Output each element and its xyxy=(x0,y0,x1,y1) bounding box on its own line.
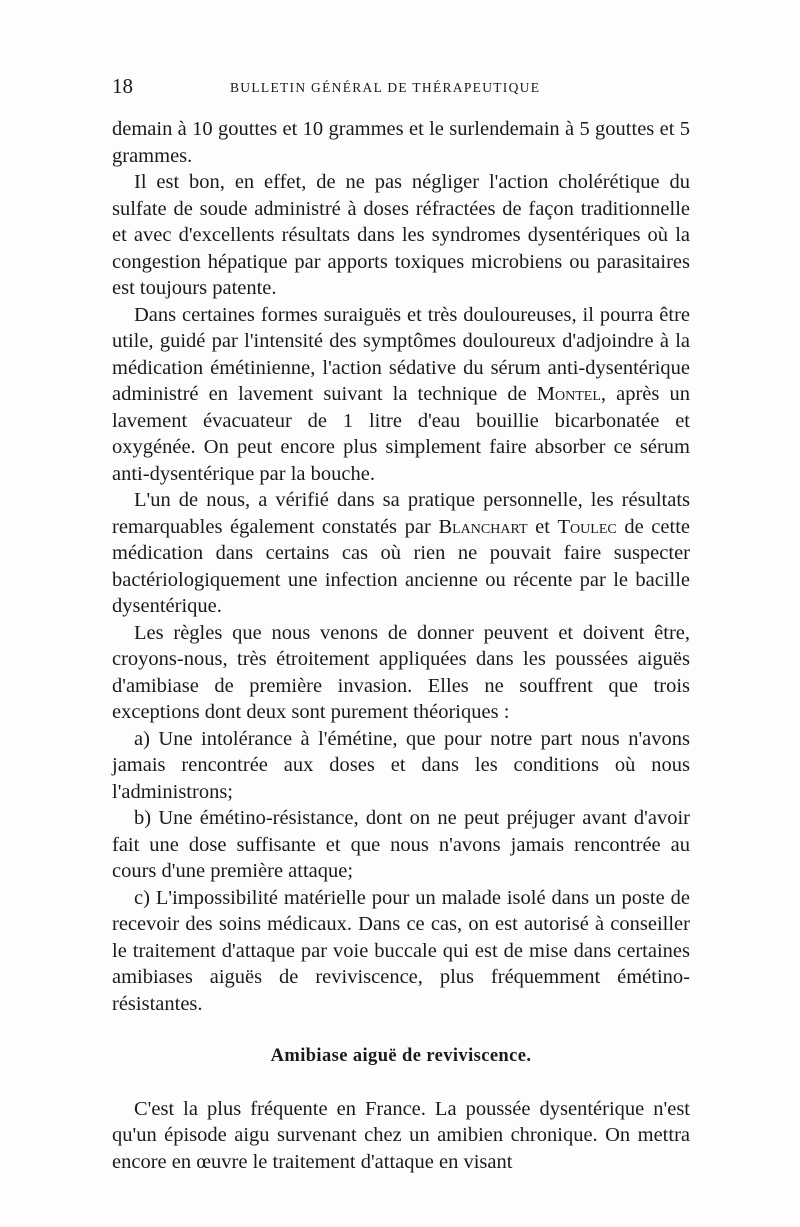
paragraph-text: et xyxy=(527,515,558,538)
exception-item-a: a) Une intolérance à l'émétine, que pour notre part nous n'avons jamais rencontrée aux doses et dans les conditions où nous l'administrons; xyxy=(112,727,690,803)
paragraph-text: L'un de nous, a vérifié dans sa pratique personnelle, les résultats remarquables également constatés par xyxy=(112,489,690,538)
page-body xyxy=(112,116,690,1175)
paragraph-rules: Les règles que nous venons de donner peuvent et doivent être, croyons-nous, très étroitement appliquées dans les poussées aiguës d'amibiase de première invasion. Elles ne souffrent que trois exceptions dont deux sont purement théoriques : xyxy=(112,621,690,723)
paragraph-reviviscence: C'est la plus fréquente en France. La poussée dysentérique n'est qu'un épisode aigu survenant chez un amibien chronique. On mettra encore en œuvre le traitement d'attaque en visant xyxy=(112,1097,690,1173)
paragraph-serum xyxy=(112,302,690,488)
page-header xyxy=(112,74,690,104)
exception-item-c: c) L'impossibilité matérielle pour un malade isolé dans un poste de recevoir des soins médicaux. Dans ce cas, on est autorisé à conseiller le traitement d'attaque par voie buccale qui est de mise dans certaines amibiases aiguës de reviviscence, plus fréquemment émétino-résistantes. xyxy=(112,886,690,1015)
paragraph-continuation: demain à 10 gouttes et 10 grammes et le surlendemain à 5 gouttes et 5 grammes. xyxy=(112,118,690,167)
exception-item-b: b) Une émétino-résistance, dont on ne peut préjuger avant d'avoir fait une dose suffisante et que nous n'avons jamais rencontrée au cours d'une première attaque; xyxy=(112,807,690,882)
paragraph-text: Dans certaines formes suraiguës et très douloureuses, il pourra être utile, guidé par l'intensité des symptômes douloureux d'adjoindre à la médication émétinienne, l'action sédative du sérum anti-dysentérique administré en lavement suivant la technique de xyxy=(112,303,690,405)
paragraph-cholagogue: Il est bon, en effet, de ne pas négliger l'action cholérétique du sulfate de soude administré à doses réfractées de façon traditionnelle et avec d'excellents résultats dans les syndromes dysentériques où la congestion hépatique par apports toxiques microbiens ou parasitaires est toujours patente. xyxy=(112,171,690,299)
page-number: 18 xyxy=(112,74,133,98)
paragraph-practice xyxy=(112,487,690,620)
section-heading: Amibiase aiguë de reviviscence. xyxy=(270,1046,532,1066)
paragraph-text: , après un lavement évacuateur de 1 litre d'eau bouillie bicarbonatée et oxygénée. On peut encore plus simplement faire absorber ce sérum anti-dysentérique par la bouche. xyxy=(112,383,690,485)
running-head: BULLETIN GÉNÉRAL DE THÉRAPEUTIQUE xyxy=(230,80,541,95)
author-name: Montel xyxy=(536,383,601,405)
author-name: Blanchart xyxy=(438,515,528,538)
paragraph-text: de cette médication dans certains cas où rien ne pouvait faire suspecter bactériologiquement une infection ancienne ou récente par le bacille dysentérique. xyxy=(112,515,690,617)
author-name: Toulec xyxy=(557,515,617,538)
